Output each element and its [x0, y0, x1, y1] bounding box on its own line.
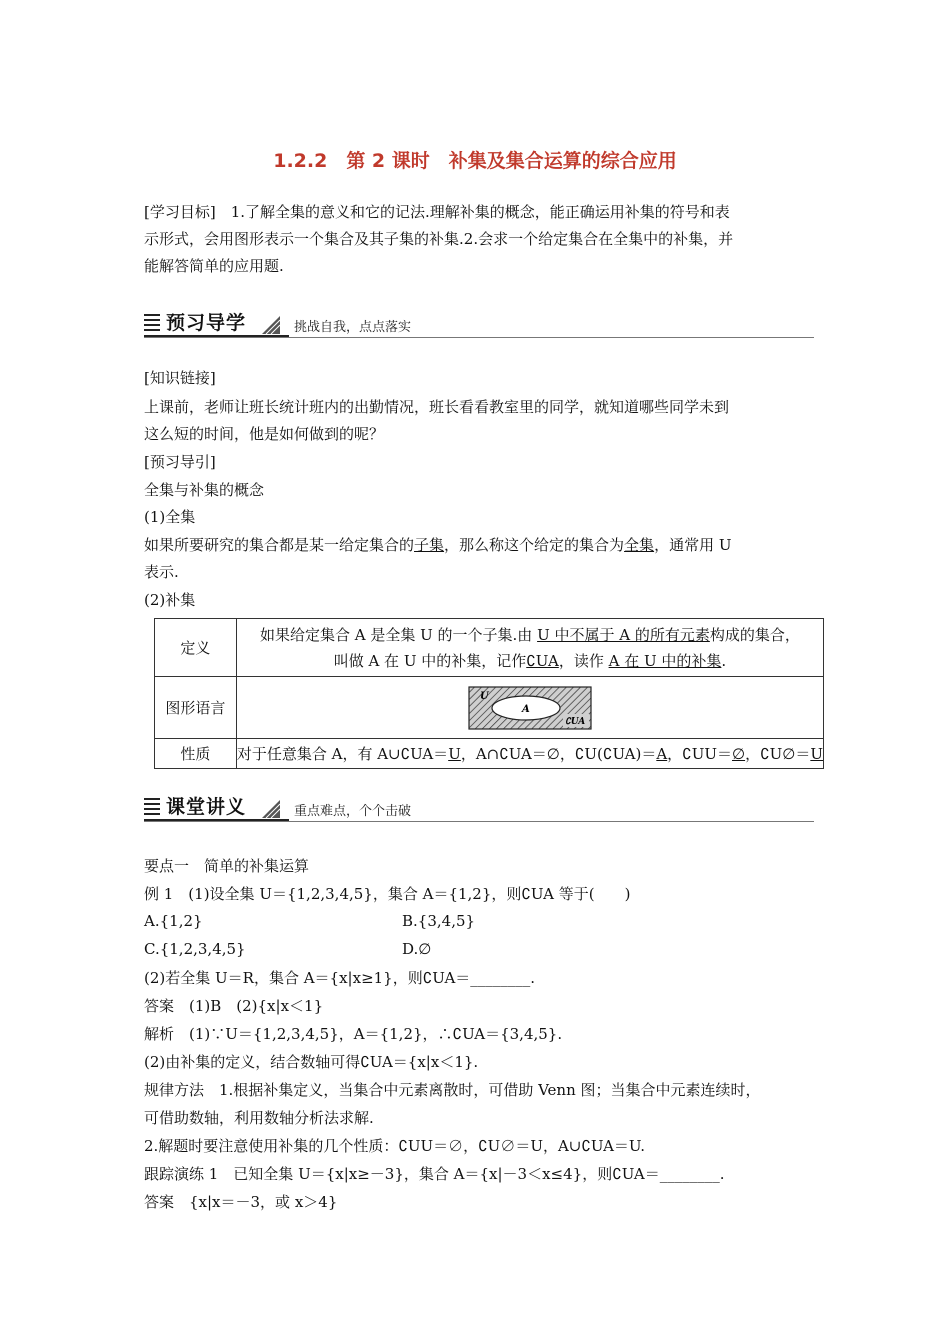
table-cell-properties: 对于任意集合 A，有 A∪∁UA＝U，A∩∁UA＝∅，∁U(∁UA)＝A，∁UU＝∅，∁U∅＝U [236, 739, 823, 769]
preview-guide-label: [预习导引] [144, 453, 216, 471]
analysis-line-2: (2)由补集的定义，结合数轴可得∁UA＝{x|x＜1}. [144, 1053, 479, 1071]
knowledge-link-text-1: 上课前，老师让班长统计班内的出勤情况，班长看看教室里的同学，就知道哪些同学未到 [144, 398, 730, 416]
universal-set-definition: 如果所要研究的集合都是某一给定集合的子集，那么称这个给定的集合为全集，通常用 U [144, 536, 732, 554]
table-row-label: 性质 [155, 739, 237, 769]
universal-set-title: (1)全集 [144, 508, 196, 526]
section-banner-preview [144, 306, 814, 342]
option-c: C.{1,2,3,4,5} [144, 940, 246, 958]
table-cell-venn [236, 677, 823, 739]
knowledge-link-text-2: 这么短的时间，他是如何做到的呢？ [144, 425, 385, 443]
complement-title: (2)补集 [144, 591, 196, 609]
table-row-label: 定义 [155, 619, 237, 677]
method-line-2: 可借助数轴，利用数轴分析法求解. [144, 1109, 374, 1127]
section-subtitle: 挑战自我，点点落实 [294, 320, 412, 335]
page-title: 1.2.2 第 2 课时 补集及集合运算的综合应用 [273, 150, 677, 172]
complement-table [154, 618, 824, 769]
learning-goals-line-1: [学习目标] 1.了解全集的意义和它的记法.理解补集的概念，能正确运用补集的符号和表 [144, 203, 730, 221]
practice-1-answer: 答案 {x|x＝－3，或 x＞4} [144, 1193, 338, 1211]
option-a: A.{1,2} [144, 912, 203, 930]
learning-goals-line-3: 能解答简单的应用题. [144, 257, 284, 275]
knowledge-link-label: [知识链接] [144, 369, 216, 387]
option-b: B.{3,4,5} [402, 912, 476, 930]
blank-answer: 子集 [414, 536, 445, 554]
stripes-icon [144, 314, 160, 332]
practice-1: 跟踪演练 1 已知全集 U＝{x|x≥－3}，集合 A＝{x|－3＜x≤4}，则∁UA＝________. [144, 1165, 725, 1183]
section-banner-lecture [144, 790, 814, 826]
example-1-part-2: (2)若全集 U＝R，集合 A＝{x|x≥1}，则∁UA＝________. [144, 969, 536, 987]
section-heading: 课堂讲义 [166, 796, 247, 818]
example-1-part-1: 例 1 (1)设全集 U＝{1,2,3,4,5}，集合 A＝{1,2}，则∁UA 等于( ) [144, 885, 631, 903]
blank-answer: 全集 [624, 536, 655, 554]
venn-diagram [468, 686, 592, 730]
triangle-icon [262, 316, 280, 334]
method-line-3: 2.解题时要注意使用补集的几个性质：∁UU＝∅，∁U∅＝U，A∪∁UA＝U. [144, 1137, 645, 1155]
concept-title: 全集与补集的概念 [144, 481, 265, 499]
section-heading: 预习导学 [166, 312, 247, 334]
universal-set-definition-2: 表示. [144, 563, 179, 581]
analysis-line-1: 解析 (1)∵U＝{1,2,3,4,5}，A＝{1,2}，∴∁UA＝{3,4,5}. [144, 1025, 563, 1043]
svg-text:∁UA: ∁UA [564, 716, 586, 727]
table-cell-definition: 如果给定集合 A 是全集 U 的一个子集.由 U 中不属于 A 的所有元素构成的集合， 叫做 A 在 U 中的补集，记作∁UA，读作 A 在 U 中的补集. [236, 619, 823, 677]
table-row-label: 图形语言 [155, 677, 237, 739]
learning-goals-line-2: 示形式，会用图形表示一个集合及其子集的补集.2.会求一个给定集合在全集中的补集，并 [144, 230, 734, 248]
key-point-1: 要点一 简单的补集运算 [144, 857, 310, 875]
stripes-icon [144, 798, 160, 816]
method-line-1: 规律方法 1.根据补集定义，当集合中元素离散时，可借助 Venn 图；当集合中元素连续时， [144, 1081, 761, 1099]
answer-line: 答案 (1)B (2){x|x＜1} [144, 997, 324, 1015]
svg-text:A: A [521, 703, 530, 715]
section-subtitle: 重点难点，个个击破 [294, 804, 412, 819]
triangle-icon [262, 800, 280, 818]
option-d: D.∅ [402, 940, 432, 958]
svg-text:U: U [479, 690, 489, 702]
